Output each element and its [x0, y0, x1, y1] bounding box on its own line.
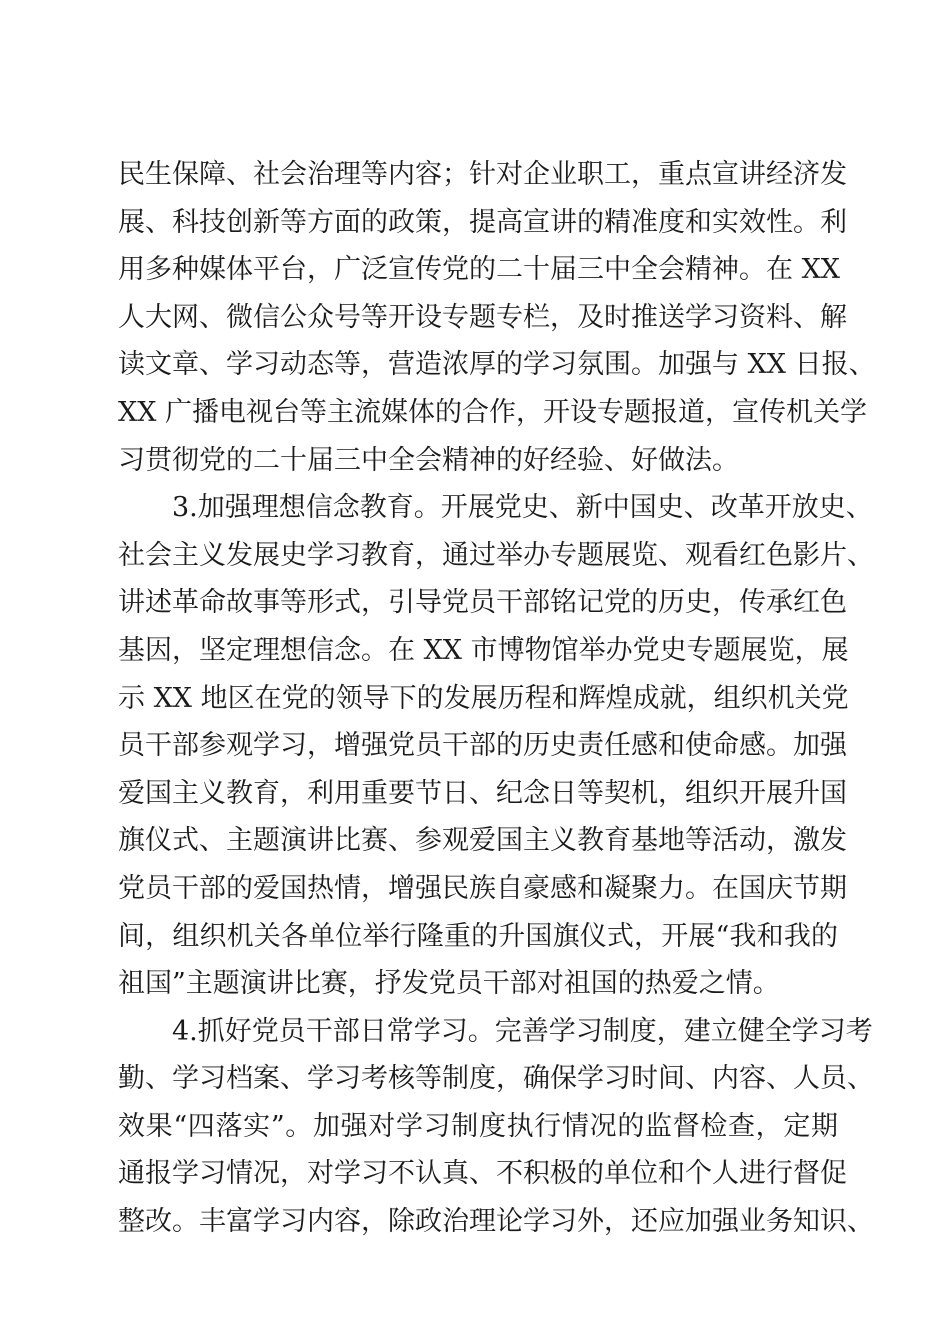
text-line: 爱国主义教育，利用重要节日、纪念日等契机，组织开展升国 — [118, 777, 847, 809]
paragraph-heading-line: 3.加强理想信念教育。开展党史、新中国史、改革开放史、 — [172, 492, 873, 524]
text-line: 员干部参观学习，增强党员干部的历史责任感和使命感。加强 — [118, 730, 847, 762]
paragraph-heading-line: 4.抓好党员干部日常学习。完善学习制度，建立健全学习考 — [172, 1015, 873, 1047]
text-line: 讲述革命故事等形式，引导党员干部铭记党的历史，传承红色 — [118, 587, 847, 619]
text-line: 用多种媒体平台，广泛宣传党的二十届三中全会精神。在 XX — [118, 254, 841, 286]
text-line: 示 XX 地区在党的领导下的发展历程和辉煌成就，组织机关党 — [118, 682, 849, 714]
text-line: 效果“四落实”。加强对学习制度执行情况的监督检查，定期 — [118, 1110, 838, 1142]
text-line: 社会主义发展史学习教育，通过举办专题展览、观看红色影片、 — [118, 539, 874, 571]
text-line: 间，组织机关各单位举行隆重的升国旗仪式，开展“我和我的 — [118, 920, 838, 952]
text-line: 读文章、学习动态等，营造浓厚的学习氛围。加强与 XX 日报、 — [118, 349, 876, 381]
text-line: 基因，坚定理想信念。在 XX 市博物馆举办党史专题展览，展 — [118, 634, 849, 666]
text-line: XX 广播电视台等主流媒体的合作，开设专题报道，宣传机关学 — [118, 396, 868, 428]
text-line: 祖国”主题演讲比赛，抒发党员干部对祖国的热爱之情。 — [118, 968, 780, 1000]
text-line: 民生保障、社会治理等内容；针对企业职工，重点宣讲经济发 — [118, 159, 847, 190]
text-line: 展、科技创新等方面的政策，提高宣讲的精准度和实效性。利 — [118, 206, 847, 238]
text-line: 旗仪式、主题演讲比赛、参观爱国主义教育基地等活动，激发 — [118, 825, 847, 857]
text-line: 党员干部的爱国热情，增强民族自豪感和凝聚力。在国庆节期 — [118, 872, 847, 904]
paragraph-ideals-education — [118, 484, 874, 1008]
document-body — [118, 151, 876, 1246]
text-line: 整改。丰富学习内容，除政治理论学习外，还应加强业务知识、 — [118, 1206, 874, 1238]
paragraph-media-publicity — [118, 151, 876, 484]
text-line: 勤、学习档案、学习考核等制度，确保学习时间、内容、人员、 — [118, 1063, 874, 1095]
text-line: 习贯彻党的二十届三中全会精神的好经验、好做法。 — [118, 444, 739, 476]
text-line: 人大网、微信公众号等开设专题专栏，及时推送学习资料、解 — [118, 301, 847, 333]
text-line: 通报学习情况，对学习不认真、不积极的单位和个人进行督促 — [118, 1158, 847, 1190]
paragraph-daily-study — [118, 1008, 874, 1246]
